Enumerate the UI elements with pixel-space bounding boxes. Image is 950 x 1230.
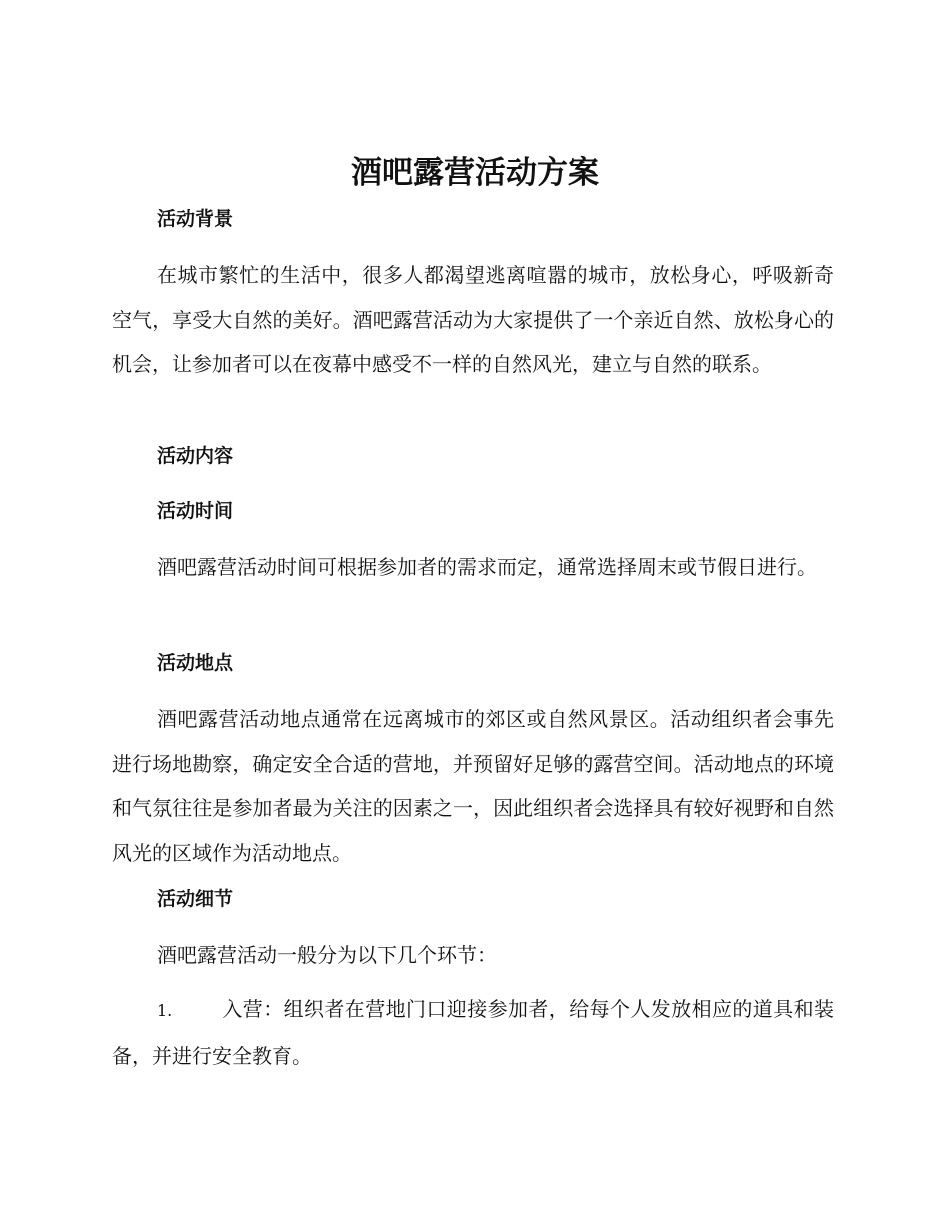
document-title: 酒吧露营活动方案 (351, 155, 599, 191)
section-paragraph-time: 酒吧露营活动时间可根据参加者的需求而定，通常选择周末或节假日进行。 (157, 555, 817, 579)
section-heading-content: 活动内容 (157, 445, 234, 467)
section-paragraph-location: 酒吧露营活动地点通常在远离城市的郊区或自然风景区。活动组织者会事先进行场地勘察，确定安全合适的营地，并预留好足够的露营空间。活动地点的环境和气氛往往是参加者最为关注的因素之一，因此组织者会选择具有较好视野和自然风光的区域作为活动地点。 (112, 707, 834, 865)
section-heading-background: 活动背景 (157, 208, 234, 230)
list-item-number: 1. (157, 1001, 173, 1020)
section-heading-time: 活动时间 (157, 500, 234, 522)
section-paragraph-details: 酒吧露营活动一般分为以下几个环节： (157, 943, 497, 967)
section-heading-location: 活动地点 (157, 652, 234, 674)
list-item (112, 987, 834, 1078)
section-paragraph-background: 在城市繁忙的生活中，很多人都渴望逃离喧嚣的城市，放松身心，呼吸新奇空气，享受大自然的美好。酒吧露营活动为大家提供了一个亲近自然、放松身心的机会，让参加者可以在夜幕中感受不一样的自然风光，建立与自然的联系。 (112, 263, 834, 376)
list-item-text: 入营：组织者在营地门口迎接参加者，给每个人发放相应的道具和装备，并进行安全教育。 (112, 997, 834, 1068)
section-heading-details: 活动细节 (157, 888, 234, 910)
